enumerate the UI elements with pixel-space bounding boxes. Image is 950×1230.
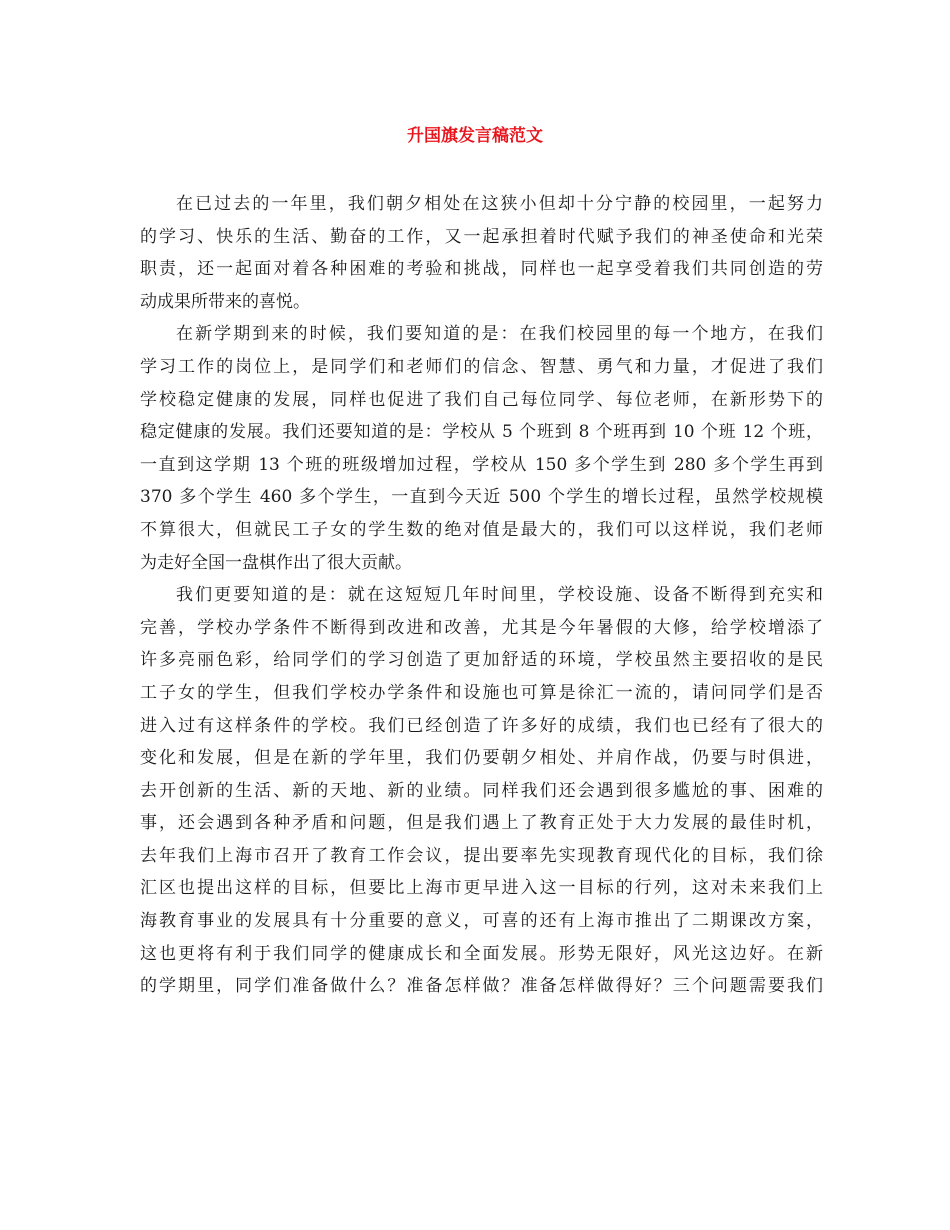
paragraph-line: 海教育事业的发展具有十分重要的意义，可喜的还有上海市推出了二期课改方案， xyxy=(140,911,823,932)
paragraph-line: 汇区也提出这样的目标，但要比上海市更早进入这一目标的行列，这对未来我们上 xyxy=(140,878,823,899)
paragraph-line: 为走好全国一盘棋作出了很大贡献。 xyxy=(140,552,412,573)
paragraph-line: 的学习、快乐的生活、勤奋的工作，又一起承担着时代赋予我们的神圣使命和光荣 xyxy=(140,226,823,247)
paragraph-line: 学习工作的岗位上，是同学们和老师们的信念、智慧、勇气和力量，才促进了我们 xyxy=(140,356,823,377)
paragraph-line: 不算很大，但就民工子女的学生数的绝对值是最大的，我们可以这样说，我们老师 xyxy=(140,519,823,540)
paragraph-line: 在新学期到来的时候，我们要知道的是：在我们校园里的每一个地方，在我们 xyxy=(176,324,823,345)
paragraph-line: 去开创新的生活、新的天地、新的业绩。同样我们还会遇到很多尴尬的事、困难的 xyxy=(140,780,823,801)
paragraph-line: 一直到这学期 13 个班的班级增加过程，学校从 150 多个学生到 280 多个学生再到 xyxy=(140,454,823,475)
paragraph-line: 在已过去的一年里，我们朝夕相处在这狭小但却十分宁静的校园里，一起努力 xyxy=(176,194,823,214)
paragraph-line: 去年我们上海市召开了教育工作会议，提出要率先实现教育现代化的目标，我们徐 xyxy=(140,845,823,866)
paragraph-line: 这也更将有利于我们同学的健康成长和全面发展。形势无限好，风光这边好。在新 xyxy=(140,943,823,964)
paragraph-line: 稳定健康的发展。我们还要知道的是：学校从 5 个班到 8 个班再到 10 个班 12 个班， xyxy=(140,422,823,443)
paragraph-line: 事，还会遇到各种矛盾和问题，但是我们遇上了教育正处于大力发展的最佳时机， xyxy=(140,813,823,834)
document-title: 升国旗发言稿范文 xyxy=(407,126,543,146)
paragraph-line: 动成果所带来的喜悦。 xyxy=(140,291,310,312)
paragraph-line: 我们更要知道的是：就在这短短几年时间里，学校设施、设备不断得到充实和 xyxy=(176,585,823,606)
paragraph-line: 的学期里，同学们准备做什么？准备怎样做？准备怎样做得好？三个问题需要我们 xyxy=(140,976,823,997)
paragraph-line: 工子女的学生，但我们学校办学条件和设施也可算是徐汇一流的，请问同学们是否 xyxy=(140,682,823,703)
paragraph-line: 学校稳定健康的发展，同样也促进了我们自己每位同学、每位老师，在新形势下的 xyxy=(140,389,823,410)
paragraph-line: 职责，还一起面对着各种困难的考验和挑战，同样也一起享受着我们共同创造的劳 xyxy=(140,259,823,280)
paragraph-line: 许多亮丽色彩，给同学们的学习创造了更加舒适的环境，学校虽然主要招收的是民 xyxy=(140,650,823,671)
paragraph-line: 完善，学校办学条件不断得到改进和改善，尤其是今年暑假的大修，给学校增添了 xyxy=(140,617,823,638)
paragraph-line: 变化和发展，但是在新的学年里，我们仍要朝夕相处、并肩作战，仍要与时俱进， xyxy=(140,748,823,769)
paragraph-line: 进入过有这样条件的学校。我们已经创造了许多好的成绩，我们也已经有了很大的 xyxy=(140,715,823,736)
document-body xyxy=(140,188,823,1003)
paragraph-line: 370 多个学生 460 多个学生，一直到今天近 500 个学生的增长过程，虽然学校规模 xyxy=(140,487,823,508)
